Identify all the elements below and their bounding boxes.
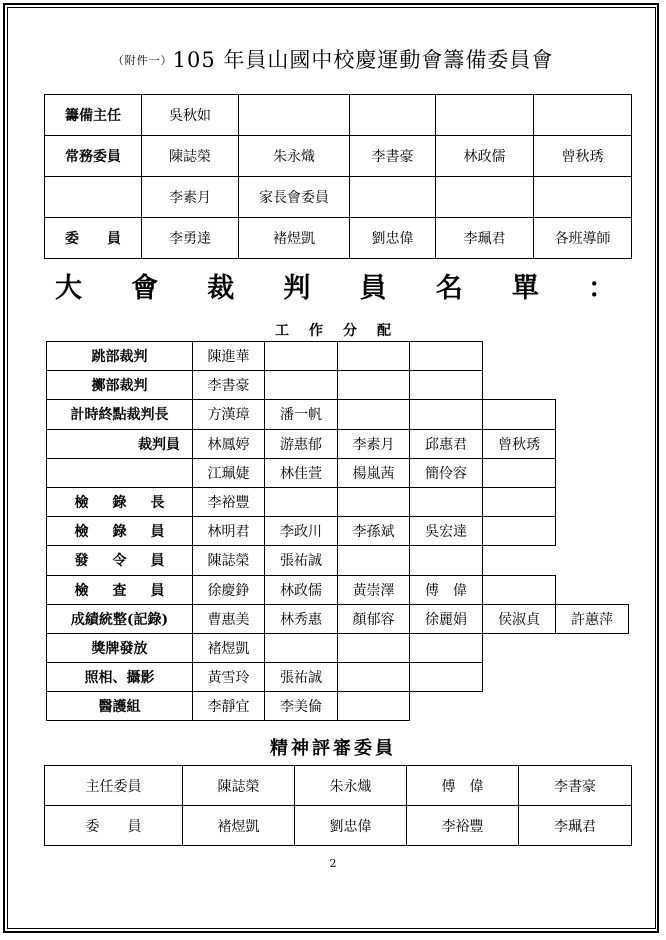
spirit-heading: 精神評審委員 <box>270 738 396 759</box>
name-cell <box>265 371 338 400</box>
table-row <box>47 604 629 633</box>
name-cell: 徐麗娟 <box>410 604 483 633</box>
name-cell <box>483 692 556 721</box>
name-cell <box>410 487 483 516</box>
name-cell: 黃雪玲 <box>193 663 265 692</box>
table-cell: 李勇達 <box>142 218 239 259</box>
table-cell <box>436 95 534 136</box>
table-cell <box>239 95 350 136</box>
name-cell: 李孫斌 <box>338 517 410 546</box>
role-label: 擲部裁判 <box>47 371 193 400</box>
table-row <box>45 766 632 806</box>
name-cell <box>483 546 556 575</box>
name-cell <box>265 633 338 662</box>
table-cell: 朱永熾 <box>295 766 407 806</box>
table-cell: 李書豪 <box>519 766 632 806</box>
name-cell: 曹惠美 <box>193 604 265 633</box>
name-cell: 徐慶錚 <box>193 575 265 604</box>
name-cell <box>483 400 556 429</box>
table-row <box>47 429 629 458</box>
table-cell: 陳誌榮 <box>142 136 239 177</box>
heading-char: 大 <box>55 273 82 304</box>
table-cell: 劉忠偉 <box>350 218 436 259</box>
judges-table <box>46 341 629 721</box>
table-cell: 李珮君 <box>436 218 534 259</box>
table-cell: 陳誌榮 <box>183 766 295 806</box>
table-row <box>47 458 629 487</box>
name-cell: 李靜宜 <box>193 692 265 721</box>
name-cell: 吳宏達 <box>410 517 483 546</box>
name-cell <box>338 692 410 721</box>
name-cell <box>556 371 629 400</box>
name-cell <box>556 633 629 662</box>
table-cell: 委 員 <box>45 218 142 259</box>
role-label: 成績統整(記錄) <box>47 604 193 633</box>
name-cell: 李裕豐 <box>193 487 265 516</box>
name-cell <box>483 575 556 604</box>
name-cell <box>265 342 338 371</box>
role-label <box>47 458 193 487</box>
name-cell <box>556 487 629 516</box>
name-cell <box>265 487 338 516</box>
name-cell: 潘一帆 <box>265 400 338 429</box>
name-cell <box>556 692 629 721</box>
judges-heading <box>55 266 615 305</box>
table-row <box>47 342 629 371</box>
heading-char: 單 <box>511 273 539 304</box>
name-cell <box>483 458 556 487</box>
table-row <box>47 633 629 662</box>
name-cell <box>410 633 483 662</box>
role-label: 檢錄長 <box>47 487 193 516</box>
table-cell: 朱永熾 <box>239 136 350 177</box>
name-cell: 簡伶容 <box>410 458 483 487</box>
table-cell: 主任委員 <box>45 766 183 806</box>
name-cell: 江珮婕 <box>193 458 265 487</box>
role-label: 檢查員 <box>47 575 193 604</box>
table-cell: 褚煜凱 <box>239 218 350 259</box>
name-cell: 方漢璋 <box>193 400 265 429</box>
name-cell <box>556 429 629 458</box>
table-cell: 各班導師 <box>534 218 632 259</box>
committee-table <box>44 94 632 259</box>
table-cell <box>436 177 534 218</box>
name-cell <box>410 400 483 429</box>
name-cell <box>338 546 410 575</box>
name-cell <box>483 371 556 400</box>
name-cell <box>338 342 410 371</box>
name-cell: 邱惠君 <box>410 429 483 458</box>
table-cell: 籌備主任 <box>45 95 142 136</box>
name-cell <box>483 487 556 516</box>
name-cell <box>556 546 629 575</box>
name-cell <box>338 371 410 400</box>
heading-char: 員 <box>359 273 387 304</box>
name-cell: 李美倫 <box>265 692 338 721</box>
table-cell <box>45 177 142 218</box>
table-cell: 曾秋琇 <box>534 136 632 177</box>
name-cell <box>556 342 629 371</box>
name-cell <box>338 400 410 429</box>
name-cell <box>338 663 410 692</box>
table-cell: 褚煜凱 <box>183 806 295 846</box>
role-label: 發令員 <box>47 546 193 575</box>
table-cell: 劉忠偉 <box>295 806 407 846</box>
name-cell <box>556 400 629 429</box>
table-row <box>45 218 632 259</box>
name-cell: 褚煜凱 <box>193 633 265 662</box>
table-cell: 李書豪 <box>350 136 436 177</box>
table-cell: 家長會委員 <box>239 177 350 218</box>
name-cell: 李素月 <box>338 429 410 458</box>
table-row <box>47 546 629 575</box>
role-label: 跳部裁判 <box>47 342 193 371</box>
name-cell: 傅 偉 <box>410 575 483 604</box>
name-cell: 游惠郁 <box>265 429 338 458</box>
name-cell: 張祐誠 <box>265 663 338 692</box>
name-cell <box>556 663 629 692</box>
name-cell: 顏郁容 <box>338 604 410 633</box>
name-cell <box>410 546 483 575</box>
name-cell: 黃崇澤 <box>338 575 410 604</box>
table-row <box>47 692 629 721</box>
heading-char: 會 <box>131 273 159 304</box>
name-cell: 李書豪 <box>193 371 265 400</box>
table-row <box>45 806 632 846</box>
name-cell <box>338 487 410 516</box>
table-row <box>47 487 629 516</box>
name-cell: 許蕙萍 <box>556 604 629 633</box>
table-cell: 林政儒 <box>436 136 534 177</box>
role-label: 獎牌發放 <box>47 633 193 662</box>
table-cell: 常務委員 <box>45 136 142 177</box>
name-cell <box>410 342 483 371</box>
table-cell <box>350 177 436 218</box>
name-cell: 林鳳婷 <box>193 429 265 458</box>
name-cell <box>483 517 556 546</box>
table-cell <box>534 177 632 218</box>
page-number: 2 <box>329 857 337 870</box>
name-cell: 張祐誠 <box>265 546 338 575</box>
table-row <box>45 136 632 177</box>
table-cell: 李素月 <box>142 177 239 218</box>
name-cell: 陳誌榮 <box>193 546 265 575</box>
name-cell <box>410 663 483 692</box>
table-cell <box>534 95 632 136</box>
name-cell <box>410 371 483 400</box>
name-cell: 林政儒 <box>265 575 338 604</box>
role-label: 醫護組 <box>47 692 193 721</box>
name-cell <box>556 517 629 546</box>
table-cell: 委 員 <box>45 806 183 846</box>
heading-char: 名 <box>435 273 463 304</box>
role-label: 檢錄員 <box>47 517 193 546</box>
table-cell: 李裕豐 <box>407 806 519 846</box>
name-cell: 林秀惠 <box>265 604 338 633</box>
table-row <box>47 575 629 604</box>
table-row <box>47 517 629 546</box>
name-cell <box>410 692 483 721</box>
role-label: 裁判員 <box>47 429 193 458</box>
name-cell: 李政川 <box>265 517 338 546</box>
table-cell <box>350 95 436 136</box>
page-title <box>0 44 666 74</box>
table-row <box>47 371 629 400</box>
table-row <box>45 177 632 218</box>
name-cell <box>556 458 629 487</box>
table-cell: 李珮君 <box>519 806 632 846</box>
role-label: 計時終點裁判長 <box>47 400 193 429</box>
role-label: 照相、攝影 <box>47 663 193 692</box>
title-prefix: （附件一） <box>112 54 173 67</box>
name-cell: 陳進華 <box>193 342 265 371</box>
title-main: 105 年員山國中校慶運動會籌備委員會 <box>172 48 554 72</box>
name-cell <box>338 633 410 662</box>
table-cell: 吳秋如 <box>142 95 239 136</box>
name-cell <box>556 575 629 604</box>
name-cell: 曾秋琇 <box>483 429 556 458</box>
work-heading: 工作分配 <box>275 323 411 339</box>
spirit-committee-table <box>44 765 632 846</box>
name-cell: 侯淑貞 <box>483 604 556 633</box>
table-row <box>47 663 629 692</box>
heading-char: 裁 <box>207 273 235 304</box>
table-cell: 傅 偉 <box>407 766 519 806</box>
name-cell: 林佳萱 <box>265 458 338 487</box>
name-cell: 林明君 <box>193 517 265 546</box>
table-row <box>45 95 632 136</box>
name-cell <box>483 342 556 371</box>
table-row <box>47 400 629 429</box>
heading-char: 判 <box>283 273 311 304</box>
name-cell <box>483 663 556 692</box>
name-cell: 楊嵐茜 <box>338 458 410 487</box>
name-cell <box>483 633 556 662</box>
heading-char: ： <box>587 273 615 304</box>
